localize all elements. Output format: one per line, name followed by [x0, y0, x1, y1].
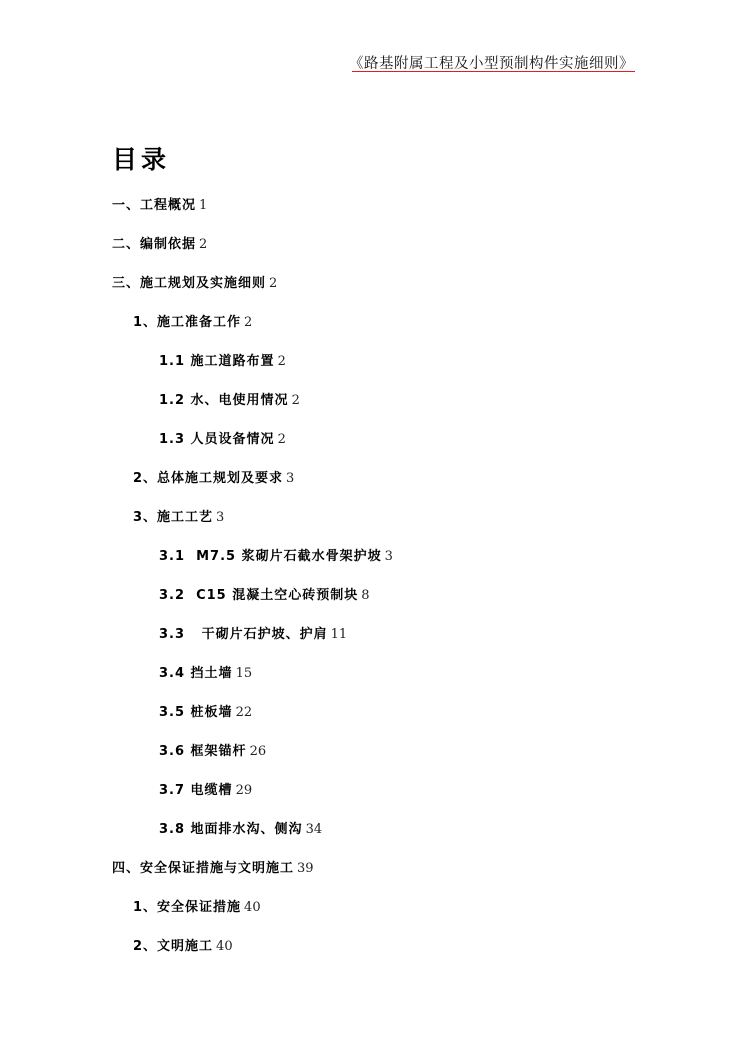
toc-entry-page: 3 [286, 471, 295, 486]
toc-entry-3-6-sub[interactable] [0, 742, 266, 762]
toc-entry-page: 2 [244, 315, 253, 330]
toc-entry-text: 3、施工工艺 [133, 510, 214, 525]
toc-entry-page: 1 [199, 198, 208, 213]
toc-entry-page: 3 [216, 510, 225, 525]
toc-entry-text: 1.2 水、电使用情况 [159, 393, 289, 408]
toc-entry-page: 2 [291, 393, 300, 408]
toc-entry-1[interactable] [0, 196, 207, 216]
toc-entry-text: 3.7 电缆槽 [159, 783, 233, 798]
toc-entry-page: 22 [235, 705, 253, 720]
toc-entry-page: 3 [384, 549, 393, 564]
toc-entry-3-3-sub[interactable] [0, 625, 347, 645]
toc-entry-text: 3.8 地面排水沟、侧沟 [159, 822, 303, 837]
toc-entry-text: 一、工程概况 [112, 198, 197, 213]
toc-entry-3-8-sub[interactable] [0, 820, 322, 840]
toc-entry-text: 1.3 人员设备情况 [159, 432, 275, 447]
toc-entry-text: 2、文明施工 [133, 939, 214, 954]
toc-entry-4-1[interactable] [0, 898, 261, 918]
toc-entry-text: 2、总体施工规划及要求 [133, 471, 284, 486]
toc-entry-1-3[interactable] [0, 430, 286, 450]
toc-entry-page: 11 [330, 627, 348, 642]
toc-entry-3-4-sub[interactable] [0, 664, 252, 684]
toc-entry-text: 3.2 C15 混凝土空心砖预制块 [159, 588, 359, 603]
toc-entry-text: 3.6 框架锚杆 [159, 744, 247, 759]
toc-entry-text: 3.4 挡土墙 [159, 666, 233, 681]
toc-heading: 目录 [112, 145, 171, 174]
document-header-title: 《路基附属工程及小型预制构件实施细则》 [349, 56, 634, 72]
toc-entry-3-7-sub[interactable] [0, 781, 252, 801]
toc-entry-page: 2 [277, 354, 286, 369]
toc-entry-page: 2 [269, 276, 278, 291]
toc-entry-page: 2 [277, 432, 286, 447]
toc-entry-text: 二、编制依据 [112, 237, 197, 252]
toc-entry-3-2[interactable] [0, 469, 294, 489]
toc-entry-1-2[interactable] [0, 391, 300, 411]
toc-entry-4-2[interactable] [0, 937, 233, 957]
toc-entry-text: 3.3 干砌片石护坡、护肩 [159, 627, 328, 642]
toc-entry-page: 8 [361, 588, 370, 603]
toc-entry-page: 39 [297, 861, 314, 876]
toc-entry-text: 1、施工准备工作 [133, 315, 242, 330]
toc-entry-page: 29 [235, 783, 253, 798]
toc-entry-page: 40 [216, 939, 233, 954]
toc-entry-page: 15 [235, 666, 253, 681]
toc-entry-3-3[interactable] [0, 508, 224, 528]
toc-entry-text: 四、安全保证措施与文明施工 [112, 861, 295, 876]
toc-entry-page: 40 [244, 900, 261, 915]
toc-entry-3[interactable] [0, 274, 277, 294]
toc-entry-3-2-sub[interactable] [0, 586, 370, 606]
header-underline [352, 71, 635, 72]
toc-entry-text: 3.1 M7.5 浆砌片石截水骨架护坡 [159, 549, 382, 564]
toc-entry-page: 34 [305, 822, 323, 837]
toc-entry-4[interactable] [0, 859, 314, 879]
toc-entry-2[interactable] [0, 235, 207, 255]
toc-entry-text: 3.5 桩板墙 [159, 705, 233, 720]
toc-entry-3-1-sub[interactable] [0, 547, 393, 567]
toc-entry-page: 26 [249, 744, 267, 759]
toc-entry-3-1[interactable] [0, 313, 252, 333]
toc-entry-1-1[interactable] [0, 352, 286, 372]
toc-entry-page: 2 [199, 237, 208, 252]
toc-entry-3-5-sub[interactable] [0, 703, 252, 723]
toc-entry-text: 1、安全保证措施 [133, 900, 242, 915]
toc-entry-text: 三、施工规划及实施细则 [112, 276, 267, 291]
toc-entry-text: 1.1 施工道路布置 [159, 354, 275, 369]
